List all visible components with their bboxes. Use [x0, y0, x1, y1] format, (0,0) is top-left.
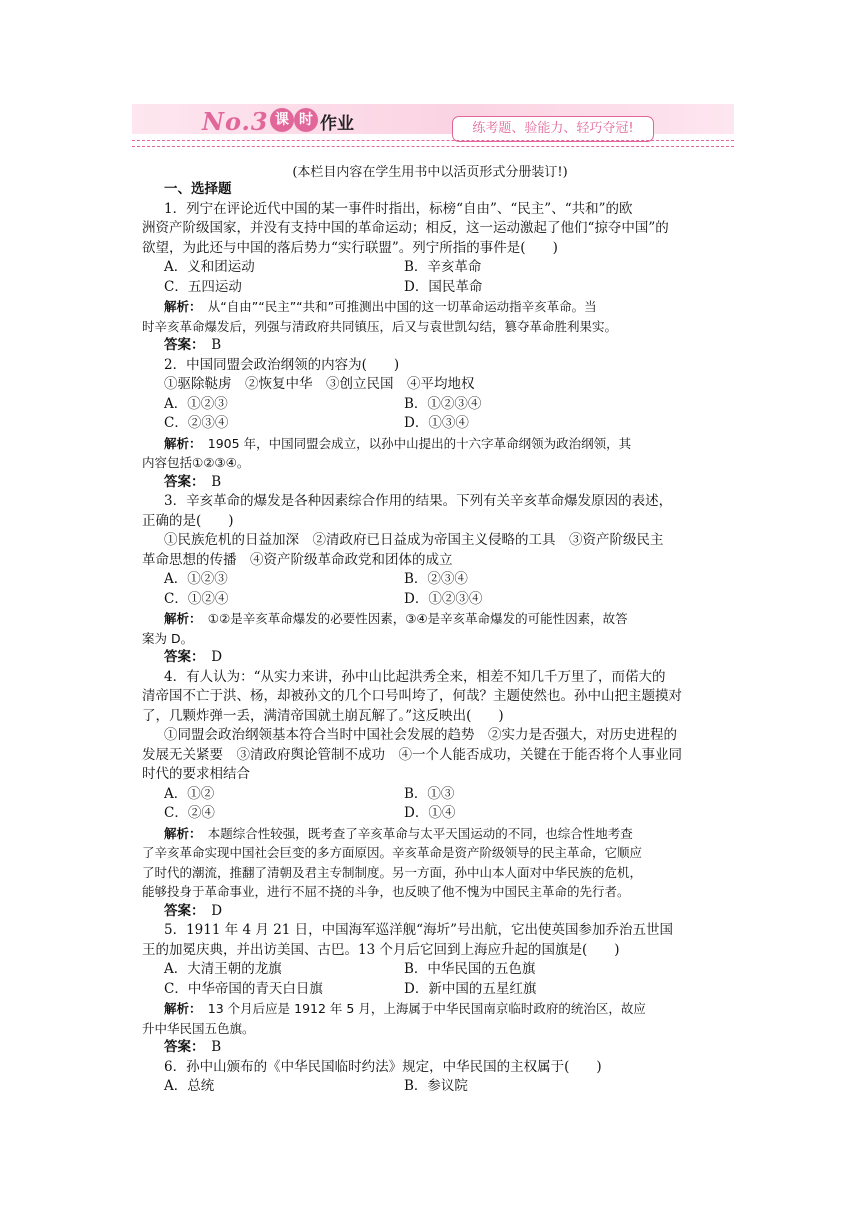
explanation-label: 解析：	[164, 611, 196, 626]
question-stem: ①驱除鞑虏 ②恢复中华 ③创立民国 ④平均地权	[164, 376, 475, 392]
option: B．中华民国的五色旗	[404, 961, 536, 977]
question-stem: 发展无关紧要 ③清政府舆论管制不成功 ④一个人能否成功，关键在于能否将个人事业同	[142, 746, 682, 763]
section-heading: 一、选择题	[164, 181, 232, 197]
option: B．①③	[404, 785, 455, 802]
option: A．义和团运动	[164, 259, 255, 275]
option: B．参议院	[404, 1078, 468, 1094]
answer-value: B	[211, 473, 222, 490]
explanation-label: 解析：	[164, 299, 196, 314]
option-row	[142, 1077, 732, 1097]
page-header	[132, 104, 734, 150]
explanation-label: 解析：	[164, 825, 196, 841]
question-stem: 欲望，为此还与中国的落后势力“实行联盟”。列宁所指的事件是( )	[142, 239, 558, 256]
option-row	[142, 570, 732, 590]
option-row	[142, 414, 732, 434]
answer-label: 答案：	[164, 902, 198, 919]
option: D．①③④	[404, 415, 469, 431]
header-rule-top	[132, 140, 734, 141]
question-stem: 王的加冕庆典，并出访美国、古巴。13 个月后它回到上海应升起的国旗是( )	[142, 941, 620, 958]
question-stem: 1．列宁在评论近代中国的某一事件时指出，标榜“自由”、“民主”、“共和”的欧	[164, 200, 633, 217]
explanation-text: 升中华民国五色旗。	[142, 1020, 255, 1036]
option: C．②③④	[164, 415, 229, 431]
binding-note: (本栏目内容在学生用书中以活页形式分册装订!)	[292, 165, 568, 180]
option-row	[142, 960, 732, 980]
explanation-text: 本题综合性较强，既考查了辛亥革命与太平天国运动的不同，也综合性地考查	[207, 825, 633, 841]
lesson-number: No.3	[202, 107, 269, 136]
option: D．①②③④	[404, 590, 483, 607]
question-stem: 4．有人认为：“从实力来讲，孙中山比起洪秀全来，相差不知几千万里了，而偌大的	[164, 668, 666, 685]
explanation-text: 了辛亥革命实现中国社会巨变的多方面原因。辛亥革命是资产阶级领导的民主革命，它顺应	[142, 845, 643, 860]
answer-value: D	[211, 649, 223, 665]
answer-value: D	[211, 902, 223, 919]
answer-value: B	[211, 337, 222, 353]
option: D．新中国的五星红旗	[404, 980, 537, 997]
shi-badge: 时	[294, 108, 318, 132]
question-stem: 革命思想的传播 ④资产阶级革命政党和团体的成立	[142, 551, 453, 568]
explanation	[142, 297, 732, 317]
option: D．①④	[404, 805, 456, 821]
option-row	[142, 980, 732, 1000]
option-row	[142, 395, 732, 415]
option: C．五四运动	[164, 278, 242, 295]
question-stem: 了，几颗炸弹一丢，满清帝国就土崩瓦解了。”这反映出( )	[142, 707, 504, 724]
option: C．②④	[164, 805, 215, 821]
explanation-text: ①②是辛亥革命爆发的必要性因素，③④是辛亥革命爆发的可能性因素，故答	[207, 611, 628, 626]
question-stem: 6．孙中山颁布的《中华民国临时约法》规定，中华民国的主权属于( )	[164, 1058, 602, 1075]
question-stem: 清帝国不亡于洪、杨，却被孙文的几个口号叫垮了，何哉？主题使然也。孙中山把主题摸对	[142, 688, 682, 704]
option: A．①②③	[164, 571, 228, 587]
answer	[142, 902, 732, 922]
explanation-label: 解析：	[164, 435, 196, 451]
option: A．总统	[164, 1078, 215, 1094]
answer	[142, 648, 732, 668]
header-rule-bottom	[132, 146, 734, 147]
explanation-text: 从“自由”“民主”“共和”可推测出中国的这一切革命运动指辛亥革命。当	[207, 299, 597, 314]
question-stem: 5．1911 年 4 月 21 日，中国海军巡洋舰“海圻”号出航，它出使英国参加乔治五世国	[164, 922, 673, 938]
question-stem: 2．中国同盟会政治纲领的内容为( )	[164, 356, 400, 373]
option-row	[142, 258, 732, 278]
option: B．辛亥革命	[404, 259, 482, 275]
answer	[142, 336, 732, 356]
question-stem: ①同盟会政治纲领基本符合当时中国社会发展的趋势 ②实力是否强大，对历史进程的	[164, 727, 677, 743]
option-row	[142, 590, 732, 610]
explanation-text: 能够投身于革命事业，进行不屈不挠的斗争，也反映了他不愧为中国民主革命的先行者。	[142, 884, 630, 899]
explanation	[142, 609, 732, 629]
answer-label: 答案：	[164, 473, 198, 490]
answer	[142, 1038, 732, 1058]
answer	[142, 473, 732, 493]
explanation	[142, 434, 732, 454]
explanation-text: 内容包括①②③④。	[142, 455, 250, 470]
answer-label: 答案：	[164, 337, 198, 353]
explanation	[142, 824, 732, 844]
question-stem: 3．辛亥革命的爆发是各种因素综合作用的结果。下列有关辛亥革命爆发原因的表述，	[164, 493, 673, 509]
option: C．中华帝国的青天白日旗	[164, 980, 323, 997]
explanation-text: 1905 年，中国同盟会成立，以孙中山提出的十六字革命纲领为政治纲领，其	[207, 435, 632, 451]
explanation-text: 时辛亥革命爆发后，列强与清政府共同镇压，后又与袁世凯勾结，篡夺革命胜利果实。	[142, 318, 618, 334]
explanation	[142, 999, 732, 1019]
explanation-text: 13 个月后应是 1912 年 5 月，上海属于中华民国南京临时政府的统治区，故应	[207, 1001, 646, 1016]
explanation-text: 案为 D。	[142, 630, 194, 646]
question-stem: 洲资产阶级国家，并没有支持中国的革命运动；相反，这一运动激起了他们“掠夺中国”的	[142, 220, 669, 236]
answer-label: 答案：	[164, 649, 198, 665]
main-content	[142, 180, 732, 1097]
option: A．①②	[164, 785, 215, 802]
option-row	[142, 278, 732, 298]
option: B．①②③④	[404, 395, 482, 412]
option: C．①②④	[164, 590, 229, 607]
explanation-label: 解析：	[164, 1001, 196, 1016]
option: A．①②③	[164, 395, 228, 412]
answer-label: 答案：	[164, 1039, 198, 1055]
option: B．②③④	[404, 571, 468, 587]
slogan-box: 练考题、验能力、轻巧夺冠!	[452, 116, 654, 142]
homework-title: 作业	[320, 114, 354, 134]
option-row	[142, 804, 732, 824]
ke-badge: 课	[270, 108, 294, 132]
question-stem: ①民族危机的日益加深 ②清政府已日益成为帝国主义侵略的工具 ③资产阶级民主	[164, 532, 664, 548]
option: D．国民革命	[404, 278, 483, 295]
explanation-text: 了时代的潮流，推翻了清朝及君主专制制度。另一方面，孙中山本人面对中华民族的危机，	[142, 864, 643, 880]
option-row	[142, 785, 732, 805]
option: A．大清王朝的龙旗	[164, 961, 282, 977]
question-stem: 正确的是( )	[142, 512, 234, 529]
question-stem: 时代的要求相结合	[142, 766, 250, 782]
answer-value: B	[211, 1039, 222, 1055]
